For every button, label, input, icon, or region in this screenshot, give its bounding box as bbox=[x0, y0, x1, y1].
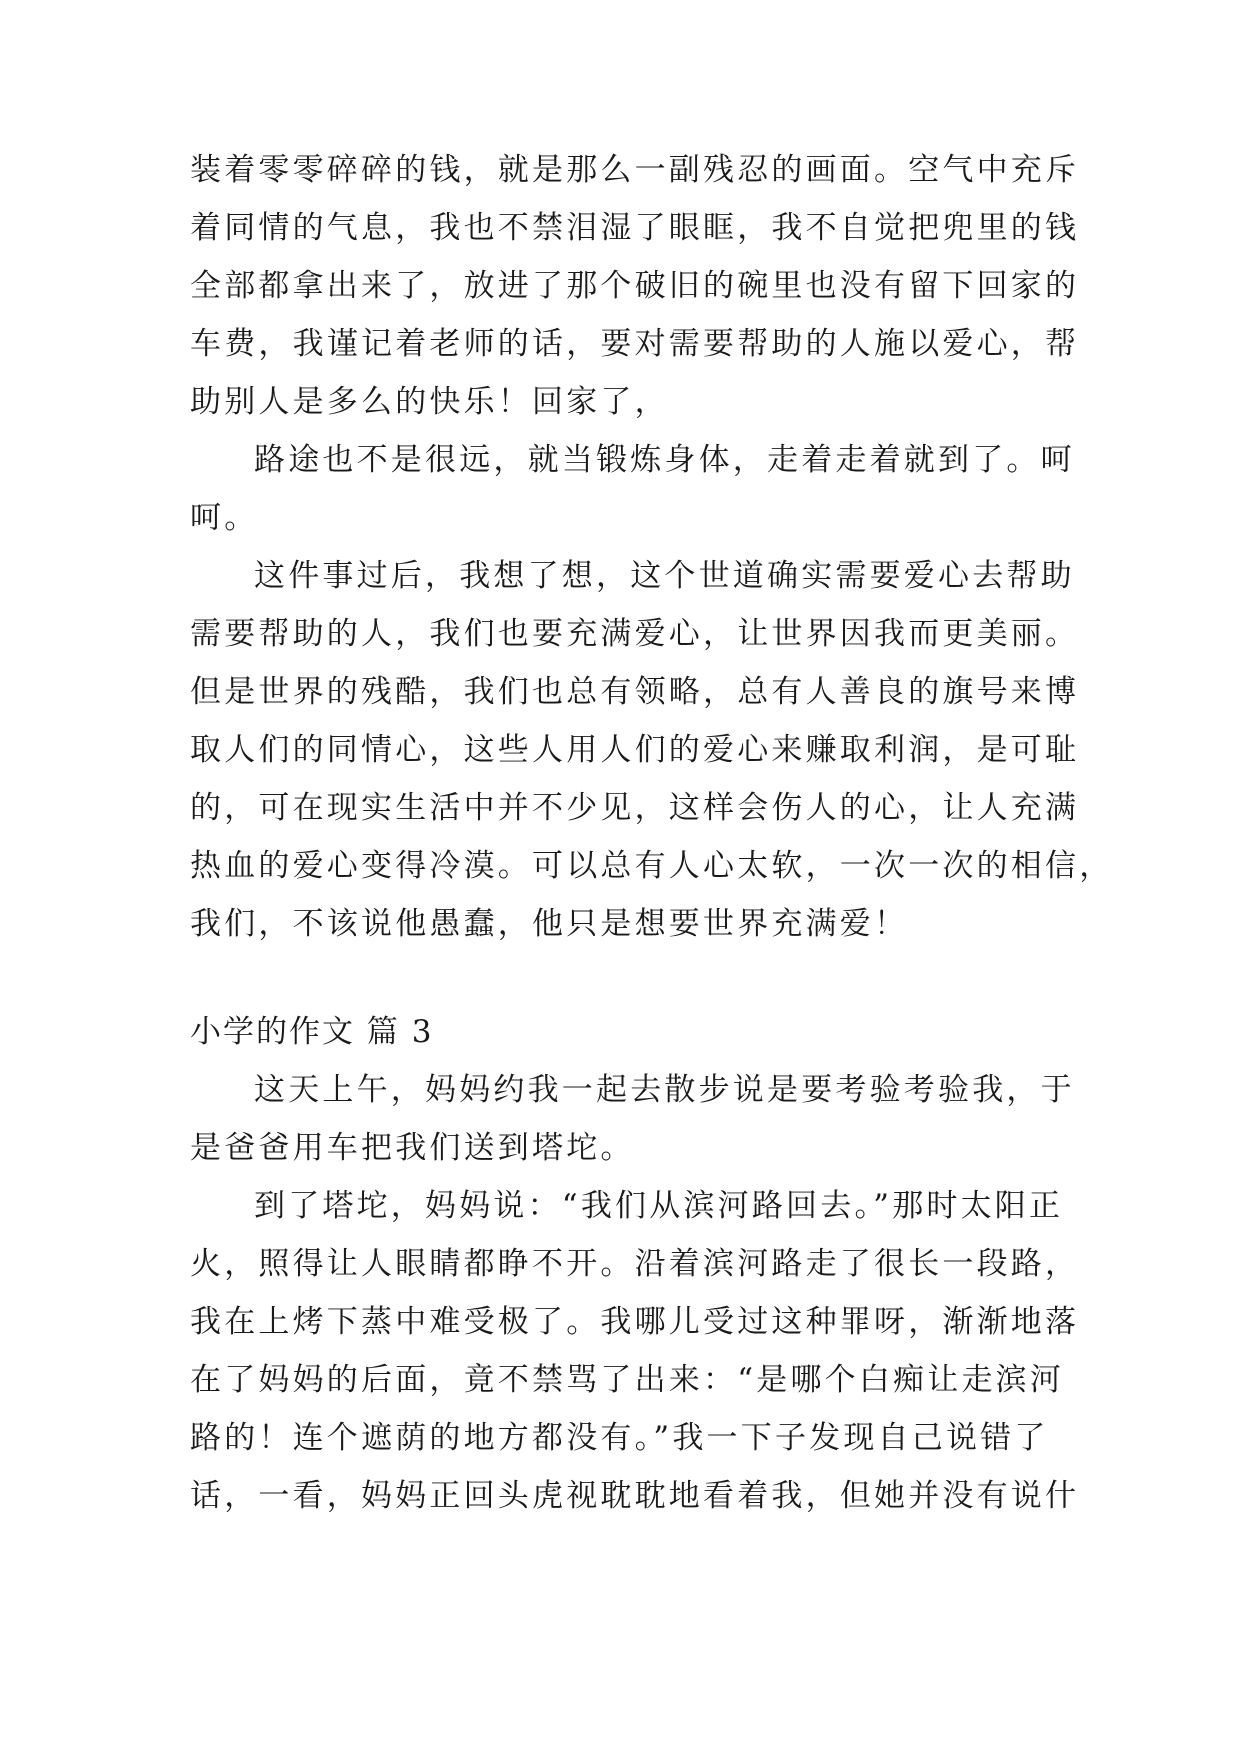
text-line: 需要帮助的人，我们也要充满爱心，让世界因我而更美丽。 bbox=[190, 616, 1080, 652]
text-line: 助别人是多么的快乐！回家了， bbox=[190, 384, 669, 420]
text-line: 这天上午，妈妈约我一起去散步说是要考验考验我，于 bbox=[254, 1072, 1075, 1108]
text-line: 着同情的气息，我也不禁泪湿了眼眶，我不自觉把兜里的钱 bbox=[190, 210, 1080, 246]
text-line: 全部都拿出来了，放进了那个破旧的碗里也没有留下回家的 bbox=[190, 268, 1080, 304]
text-line: 取人们的同情心，这些人用人们的爱心来赚取利润，是可耻 bbox=[190, 732, 1080, 768]
text-line: 装着零零碎碎的钱，就是那么一副残忍的画面。空气中充斥 bbox=[190, 152, 1080, 188]
text-line: 这件事过后，我想了想，这个世道确实需要爱心去帮助 bbox=[254, 558, 1075, 594]
text-line: 呵。 bbox=[190, 500, 259, 536]
text-line: 在了妈妈的后面，竟不禁骂了出来：“是哪个白痴让走滨河 bbox=[190, 1362, 1065, 1398]
section-heading: 小学的作文 篇 3 bbox=[190, 1014, 434, 1050]
text-line: 我们，不该说他愚蠢，他只是想要世界充满爱！ bbox=[190, 906, 909, 942]
text-line: 但是世界的残酷，我们也总有领略，总有人善良的旗号来博 bbox=[190, 674, 1080, 710]
text-line: 火，照得让人眼睛都睁不开。沿着滨河路走了很长一段路， bbox=[190, 1246, 1080, 1282]
text-line: 路的！连个遮荫的地方都没有。”我一下子发现自己说错了 bbox=[190, 1420, 1049, 1456]
text-line: 热血的爱心变得冷漠。可以总有人心太软，一次一次的相信， bbox=[190, 848, 1114, 884]
text-line: 路途也不是很远，就当锻炼身体，走着走着就到了。呵 bbox=[254, 442, 1075, 478]
text-line: 车费，我谨记着老师的话，要对需要帮助的人施以爱心，帮 bbox=[190, 326, 1080, 362]
text-line: 是爸爸用车把我们送到塔坨。 bbox=[190, 1130, 635, 1166]
text-line: 的，可在现实生活中并不少见，这样会伤人的心，让人充满 bbox=[190, 790, 1080, 826]
text-line: 我在上烤下蒸中难受极了。我哪儿受过这种罪呀，渐渐地落 bbox=[190, 1304, 1080, 1340]
text-line: 话，一看，妈妈正回头虎视耽耽地看着我，但她并没有说什 bbox=[190, 1478, 1080, 1514]
text-line: 到了塔坨，妈妈说：“我们从滨河路回去。”那时太阳正 bbox=[254, 1188, 1064, 1224]
